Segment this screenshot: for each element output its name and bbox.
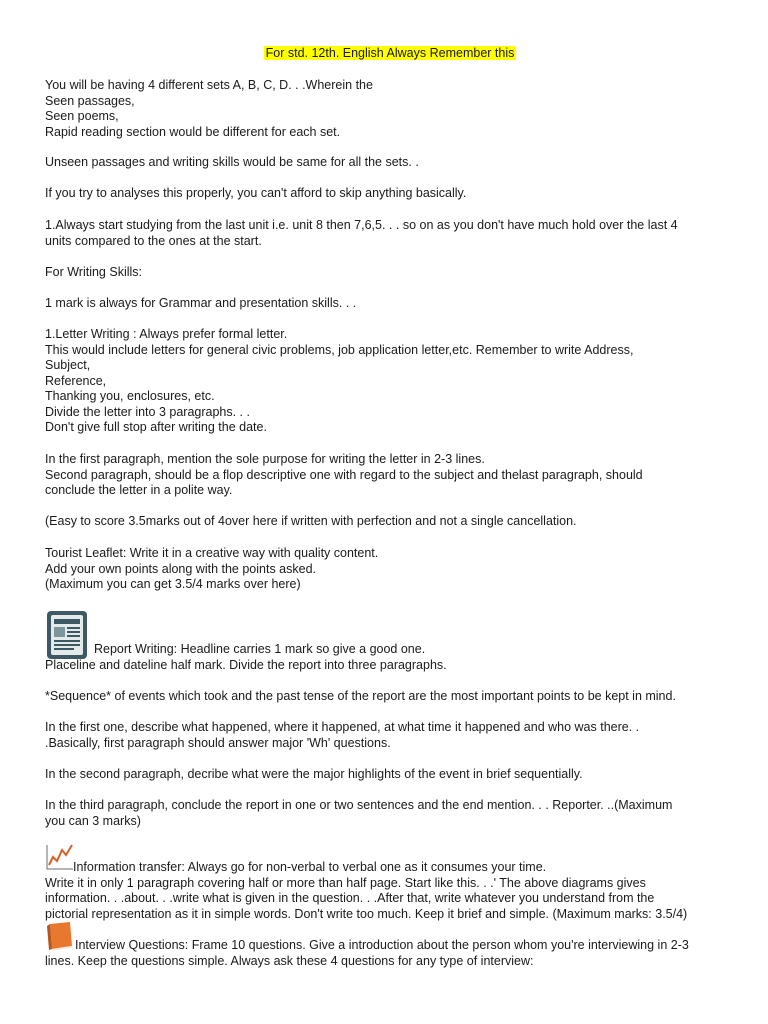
info-line: pictorial representation as it in simple words. Don't write too much. Keep it brief and simple. (Maximum marks: 3.5/4)	[45, 906, 688, 921]
first-one-paragraph	[45, 720, 735, 751]
analyse-paragraph	[45, 186, 735, 202]
always-line: units compared to the ones at the start.	[45, 233, 262, 248]
interview-paragraph	[45, 938, 735, 969]
always-start-paragraph	[45, 218, 735, 249]
leaflet-line: (Maximum you can get 3.5/4 marks over here)	[45, 577, 301, 591]
unseen-text: Unseen passages and writing skills would be same for all the sets. .	[45, 155, 419, 169]
info-line: Write it in only 1 paragraph covering half or more than half page. Start like this. . .' The above diagrams gives	[45, 875, 646, 890]
intro-line: Rapid reading section would be different for each set.	[45, 124, 341, 139]
writing-skills-text: For Writing Skills:	[45, 265, 143, 279]
letter-line: Subject,	[45, 358, 91, 372]
letter-line: Thanking you, enclosures, etc.	[45, 389, 215, 403]
intro-paragraph	[45, 78, 735, 140]
letter-line: Don't give full stop after writing the date.	[45, 420, 267, 434]
second-paragraph-guide	[45, 767, 735, 783]
tourist-leaflet-paragraph	[45, 546, 735, 593]
second-text: In the second paragraph, decribe what were the major highlights of the event in brief sequentially.	[45, 767, 583, 781]
always-line: 1.Always start studying from the last unit i.e. unit 8 then 7,6,5. . . so on as you don't have much hold over the last 4	[45, 218, 678, 232]
sequence-paragraph	[45, 689, 735, 705]
report-line: Report Writing: Headline carries 1 mark so give a good one.	[94, 642, 426, 656]
document-title: For std. 12th. English Always Remember this	[265, 46, 515, 60]
intro-line: You will be having 4 different sets A, B, C, D. . .Wherein the	[45, 78, 373, 92]
easy-score-paragraph	[45, 514, 735, 530]
grammar-text: 1 mark is always for Grammar and presentation skills. . .	[45, 296, 357, 310]
info-line: Information transfer: Always go for non-verbal to verbal one as it consumes your time.	[73, 860, 547, 874]
first-one-line: In the first one, describe what happened, where it happened, at what time it happened and who was there. .	[45, 720, 640, 734]
intro-line: Seen passages,	[45, 93, 135, 108]
report-writing-paragraph	[45, 642, 735, 673]
third-line: In the third paragraph, conclude the report in one or two sentences and the end mention. . . Reporter. ..(Maximum	[45, 798, 673, 812]
unseen-paragraph	[45, 155, 735, 171]
letter-writing-paragraph	[45, 327, 735, 436]
interview-line: Interview Questions: Frame 10 questions. Give a introduction about the person whom you're interviewing in 2-3	[75, 938, 689, 952]
interview-line: lines. Keep the questions simple. Always ask these 4 questions for any type of interview:	[45, 953, 534, 968]
letter-line: This would include letters for general civic problems, job application letter,etc. Remember to write Address,	[45, 342, 634, 357]
paragraphs-line: conclude the letter in a polite way.	[45, 483, 233, 497]
analyse-text: If you try to analyses this properly, you can't afford to skip anything basically.	[45, 186, 467, 200]
easy-score-text: (Easy to score 3.5marks out of 4over here if written with perfection and not a single cancellation.	[45, 514, 577, 528]
letter-line: Divide the letter into 3 paragraphs. . .	[45, 404, 250, 419]
info-line: information. . .about. . .write what is given in the question. . .After that, write whatever you understand from the	[45, 891, 655, 905]
intro-line: Seen poems,	[45, 109, 119, 123]
paragraphs-line: Second paragraph, should be a flop descriptive one with regard to the subject and thelast paragraph, should	[45, 467, 643, 482]
third-line: you can 3 marks)	[45, 813, 141, 828]
first-one-line: .Basically, first paragraph should answer major 'Wh' questions.	[45, 735, 391, 750]
leaflet-line: Tourist Leaflet: Write it in a creative way with quality content.	[45, 546, 379, 560]
information-transfer-paragraph	[45, 860, 735, 922]
paragraphs-line: In the first paragraph, mention the sole purpose for writing the letter in 2-3 lines.	[45, 452, 485, 466]
third-paragraph-guide	[45, 798, 735, 829]
writing-skills-heading	[45, 265, 735, 281]
letter-paragraphs-guide	[45, 452, 735, 499]
leaflet-line: Add your own points along with the points asked.	[45, 561, 317, 576]
grammar-paragraph	[45, 296, 735, 312]
letter-line: Reference,	[45, 373, 107, 388]
title-line	[45, 46, 735, 62]
report-line: Placeline and dateline half mark. Divide the report into three paragraphs.	[45, 657, 447, 672]
letter-line: 1.Letter Writing : Always prefer formal letter.	[45, 327, 288, 341]
sequence-text: *Sequence* of events which took and the past tense of the report are the most important points to be kept in mind.	[45, 689, 676, 703]
